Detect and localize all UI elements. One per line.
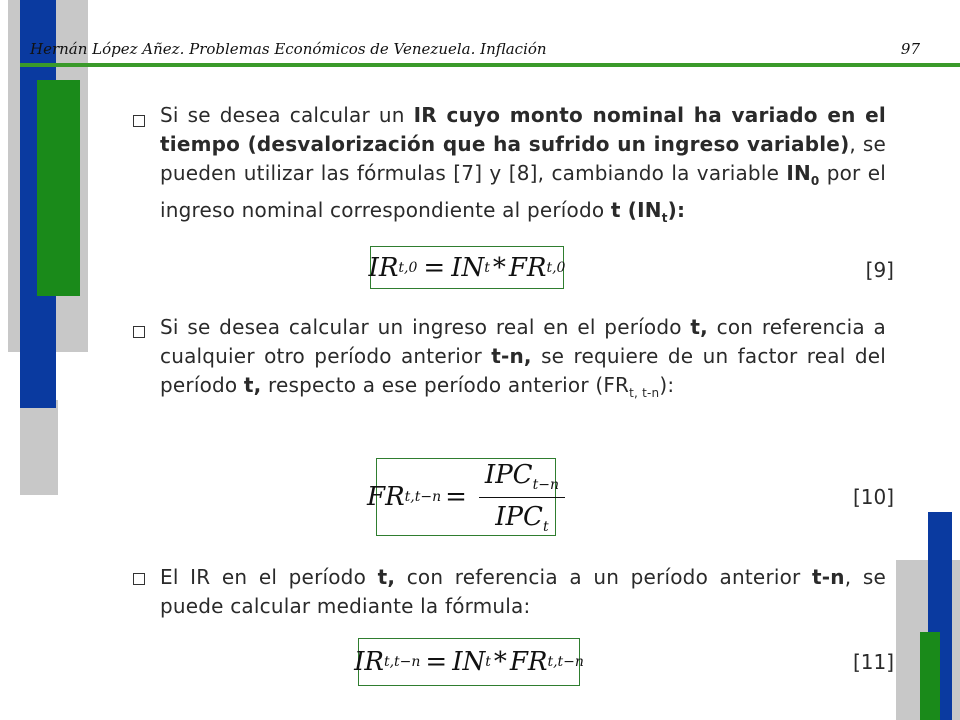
paragraph-1 bbox=[160, 101, 886, 233]
header-title: Hernán López Añez. Problemas Económicos de Venezuela. Inflación bbox=[30, 40, 547, 58]
bold-text: t $(IN_t)$: bbox=[610, 198, 686, 225]
bullet-square-icon bbox=[133, 326, 145, 338]
paragraph-3: El IR en el período t, con referencia a un período anterior t-n, se puede calcular mediante la fórmula: bbox=[160, 565, 886, 618]
bullet-square-icon bbox=[133, 573, 145, 585]
equation-number-11: [11] bbox=[852, 650, 894, 674]
deco-bar-green-left bbox=[37, 80, 80, 296]
paragraph-2: Si se desea calcular un ingreso real en el período t, con referencia a cualquier otro período anterior t-n, se requiere de un factor real del período t, respecto a ese período anterior $(FR_{t, t-n})$: bbox=[160, 315, 886, 400]
equation-number-9: [9] bbox=[865, 258, 894, 282]
text: , se pueden utilizar las fórmulas [7] y [8], cambiando la variable bbox=[160, 132, 886, 185]
bold-text: IR cuyo monto nominal ha variado en el tiempo (desvalorización que ha sufrido un ingreso variable) bbox=[160, 103, 886, 156]
bullet-square-icon bbox=[133, 115, 145, 127]
deco-bar-gray-lower bbox=[20, 400, 58, 495]
header-rule bbox=[20, 63, 960, 67]
page-header bbox=[30, 40, 920, 64]
page-number: 97 bbox=[900, 40, 920, 58]
deco-bar-green-right bbox=[920, 632, 940, 720]
text: Si se desea calcular un bbox=[160, 103, 414, 127]
equation-number-10: [10] bbox=[852, 485, 894, 509]
formula-11: IR t,t−n = IN t * FR t,t−n bbox=[358, 638, 580, 686]
formula-10: FR t,t−n = $\frac{IPC_{t-n}}{IPC_t}$ bbox=[376, 458, 556, 536]
text: por el ingreso nominal correspondiente al período bbox=[160, 161, 886, 222]
formula-9: IR t,0 = IN t * FR t,0 bbox=[370, 246, 564, 289]
bold-text: $IN_0$ bbox=[786, 161, 820, 188]
